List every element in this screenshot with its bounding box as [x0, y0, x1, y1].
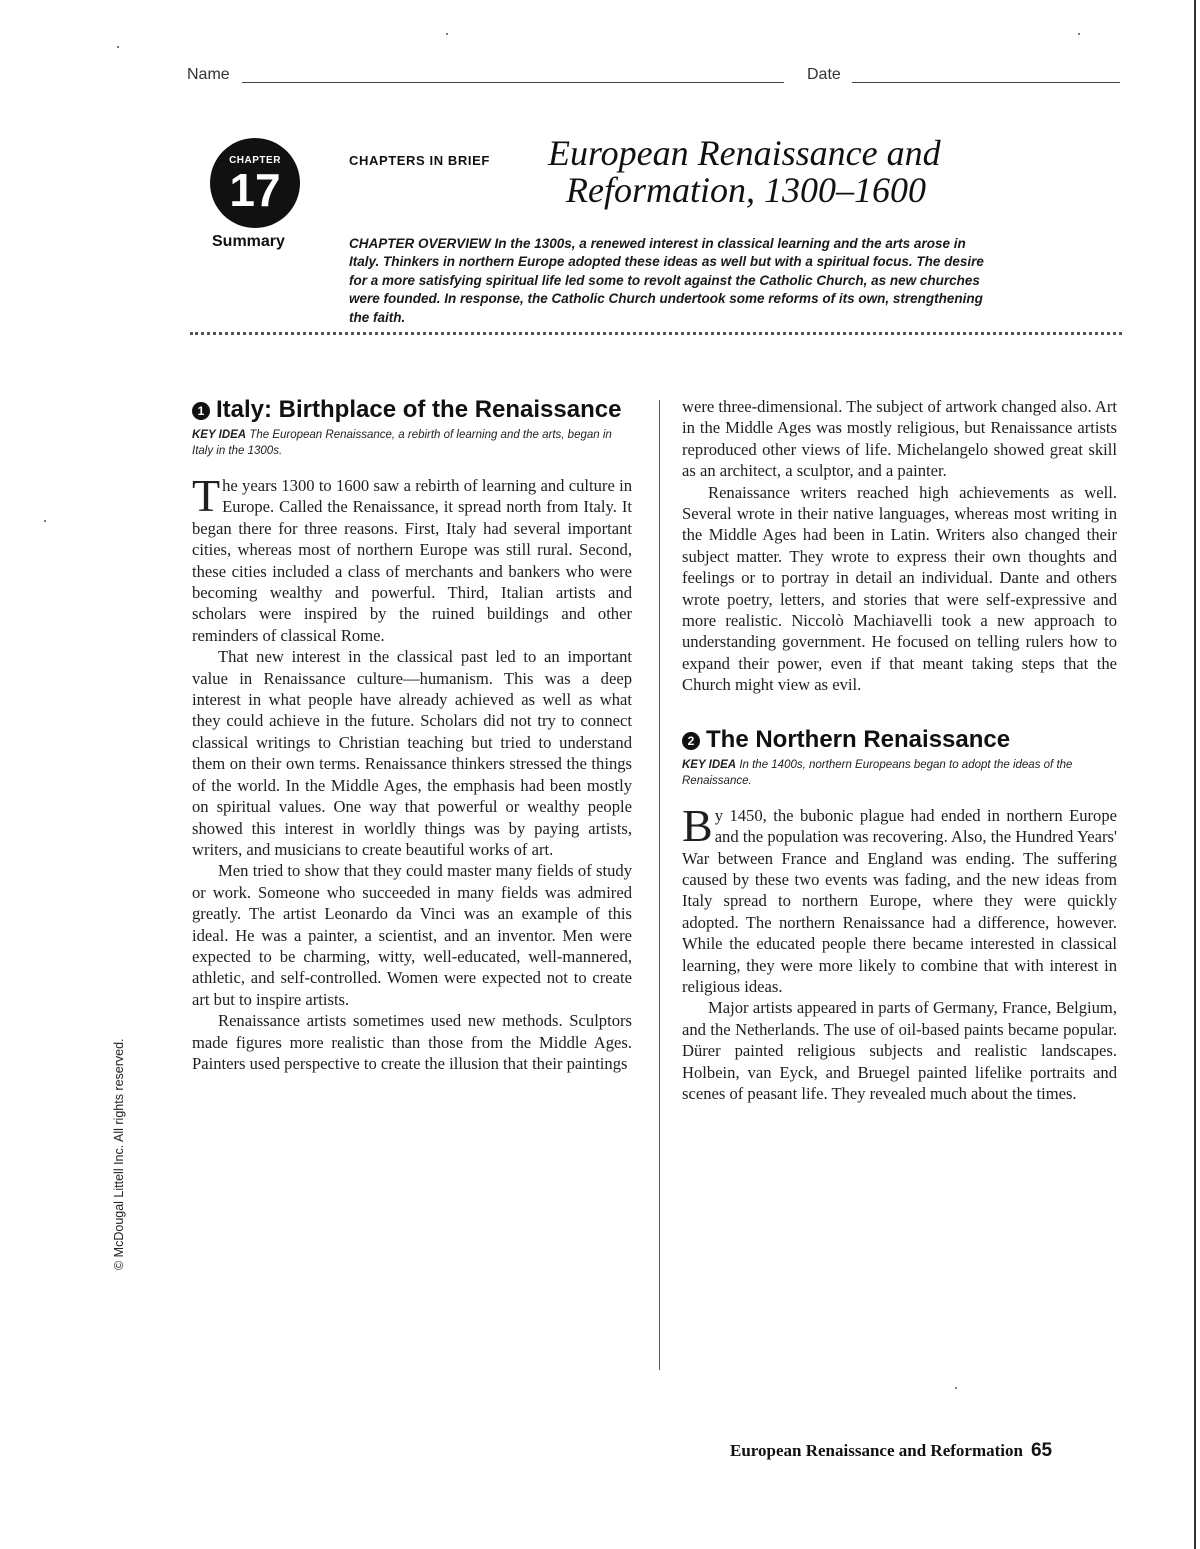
footer-title: European Renaissance and Reformation	[730, 1441, 1023, 1460]
name-field[interactable]	[242, 82, 784, 83]
chapter-badge	[210, 138, 300, 228]
paragraph: were three-dimensional. The subject of artwork changed also. Art in the Middle Ages was mostly religious, but Renaissance artists reproduced other views of life. Michelangelo showed great skill as an architect, a sculptor, and a painter.	[682, 397, 1117, 481]
section-1-title: Italy: Birthplace of the Renaissance	[216, 396, 622, 423]
section-1-number: 1	[192, 402, 210, 420]
key-idea-text: The European Renaissance, a rebirth of learning and the arts, began in Italy in the 1300s.	[192, 429, 612, 457]
key-idea-label: KEY IDEA	[682, 758, 737, 771]
scan-speck	[117, 46, 119, 48]
scan-speck	[44, 520, 46, 522]
column-rule	[659, 400, 660, 1370]
chapter-badge-word: CHAPTER	[229, 155, 281, 166]
series-label: CHAPTERS IN BRIEF	[349, 153, 490, 168]
section-divider	[190, 332, 1122, 335]
paragraph: Men tried to show that they could master many fields of study or work. Someone who succeeded in many fields was admired greatly. The artist Leonardo da Vinci was an example of this ideal. He was a painter, a scientist, and an inventor. Men were expected to be charming, witty, well-educated, well-mannered, athletic, and self-controlled. Women were expected not to create art but to inspire artists.	[192, 861, 632, 1009]
date-label: Date	[807, 66, 841, 83]
section-2-number: 2	[682, 732, 700, 750]
page-edge-line	[1194, 0, 1196, 1549]
paragraph: The years 1300 to 1600 saw a rebirth of learning and culture in Europe. Called the Renaissance, it spread north from Italy. It began there for three reasons. First, Italy had several important cities, whereas most of northern Europe was still rural. Second, these cities included a class of merchants and bankers who were becoming wealthy and powerful. Third, Italian artists and scholars were inspired by the ruined buildings and other reminders of classical Rome.	[192, 470, 632, 645]
title-line-2: Reformation, 1300–1600	[566, 170, 926, 210]
page-title	[548, 135, 1028, 209]
name-label: Name	[187, 66, 230, 83]
paragraph: By 1450, the bubonic plague had ended in northern Europe and the population was recovering. Also, the Hundred Years' War between France and England was ending. The suffering caused by these two events was fading, and the new ideas from Italy spread to northern Europe, where they were quickly adopted. The northern Renaissance had a difference, however. While the educated people there became interested in classical learning, they were more likely to combine that with interest in religious ideas.	[682, 799, 1117, 996]
key-idea-label: KEY IDEA	[192, 429, 247, 441]
key-idea-text: In the 1400s, northern Europeans began to adopt the ideas of the Renaissance.	[682, 758, 1073, 787]
paragraph: Renaissance artists sometimes used new methods. Sculptors made figures more realistic than those from the Middle Ages. Painters used perspective to create the illusion that their paintings	[192, 1011, 632, 1073]
paragraph: Renaissance writers reached high achievements as well. Several wrote in their native languages, whereas most writing in the Middle Ages had been in Latin. Writers also changed their subject matter. They wrote to express their own thoughts and feelings or to portray in detail an individual. Dante and others wrote poetry, letters, and stories that were self-expressive and more realistic. Niccolò Machiavelli took a new approach to understanding government. He focused on telling rulers how to expand their power, even if that meant taking steps that the Church might view as evil.	[682, 482, 1117, 695]
section-1-key-idea	[192, 427, 632, 459]
section-2-title: The Northern Renaissance	[706, 725, 1011, 753]
copyright-notice: © McDougal Littell Inc. All rights reserved.	[112, 1038, 126, 1270]
paragraph: That new interest in the classical past led to an important value in Renaissance culture—humanism. This was a deep interest in what people have already achieved as well as what they could achieve in the future. Scholars did not try to connect classical writings to Christian teaching but tried to understand them on their own terms. Renaissance thinkers stressed the things of the world. In the Middle Ages, the emphasis had been mostly on spiritual values. One way that powerful or wealthy people showed this interest in worldly things was by paying artists, writers, and musicians to create beautiful works of art.	[192, 647, 632, 859]
page-footer	[730, 1440, 1052, 1462]
page-number: 65	[1030, 1440, 1053, 1461]
chapter-number: 17	[229, 164, 281, 216]
scan-speck	[955, 1387, 957, 1389]
right-column	[682, 396, 1117, 1104]
section-2-heading	[682, 726, 1117, 753]
left-column	[192, 396, 632, 1074]
section-2-key-idea	[682, 757, 1117, 789]
name-date-line	[187, 62, 1122, 92]
scan-speck	[1078, 33, 1080, 35]
chapter-overview: CHAPTER OVERVIEW In the 1300s, a renewed interest in classical learning and the arts arose in Italy. Thinkers in northern Europe adopted these ideas as well but with a spiritual focus. The desire for a more satisfying spiritual life led some to revolt against the Catholic Church, as new churches were founded. In response, the Catholic Church undertook some reforms of its own, strengthening the faith.	[349, 236, 984, 325]
section-1-heading	[192, 396, 632, 423]
scan-speck	[446, 33, 448, 35]
summary-label: Summary	[212, 233, 285, 250]
paragraph: Major artists appeared in parts of Germany, France, Belgium, and the Netherlands. The use of oil-based paints became popular. Dürer painted religious subjects and realistic landscapes. Holbein, van Eyck, and Bruegel painted lifelike portraits and scenes of peasant life. They revealed much about the times.	[682, 998, 1117, 1103]
title-line-1: European Renaissance and	[548, 133, 941, 173]
date-field[interactable]	[852, 82, 1120, 83]
